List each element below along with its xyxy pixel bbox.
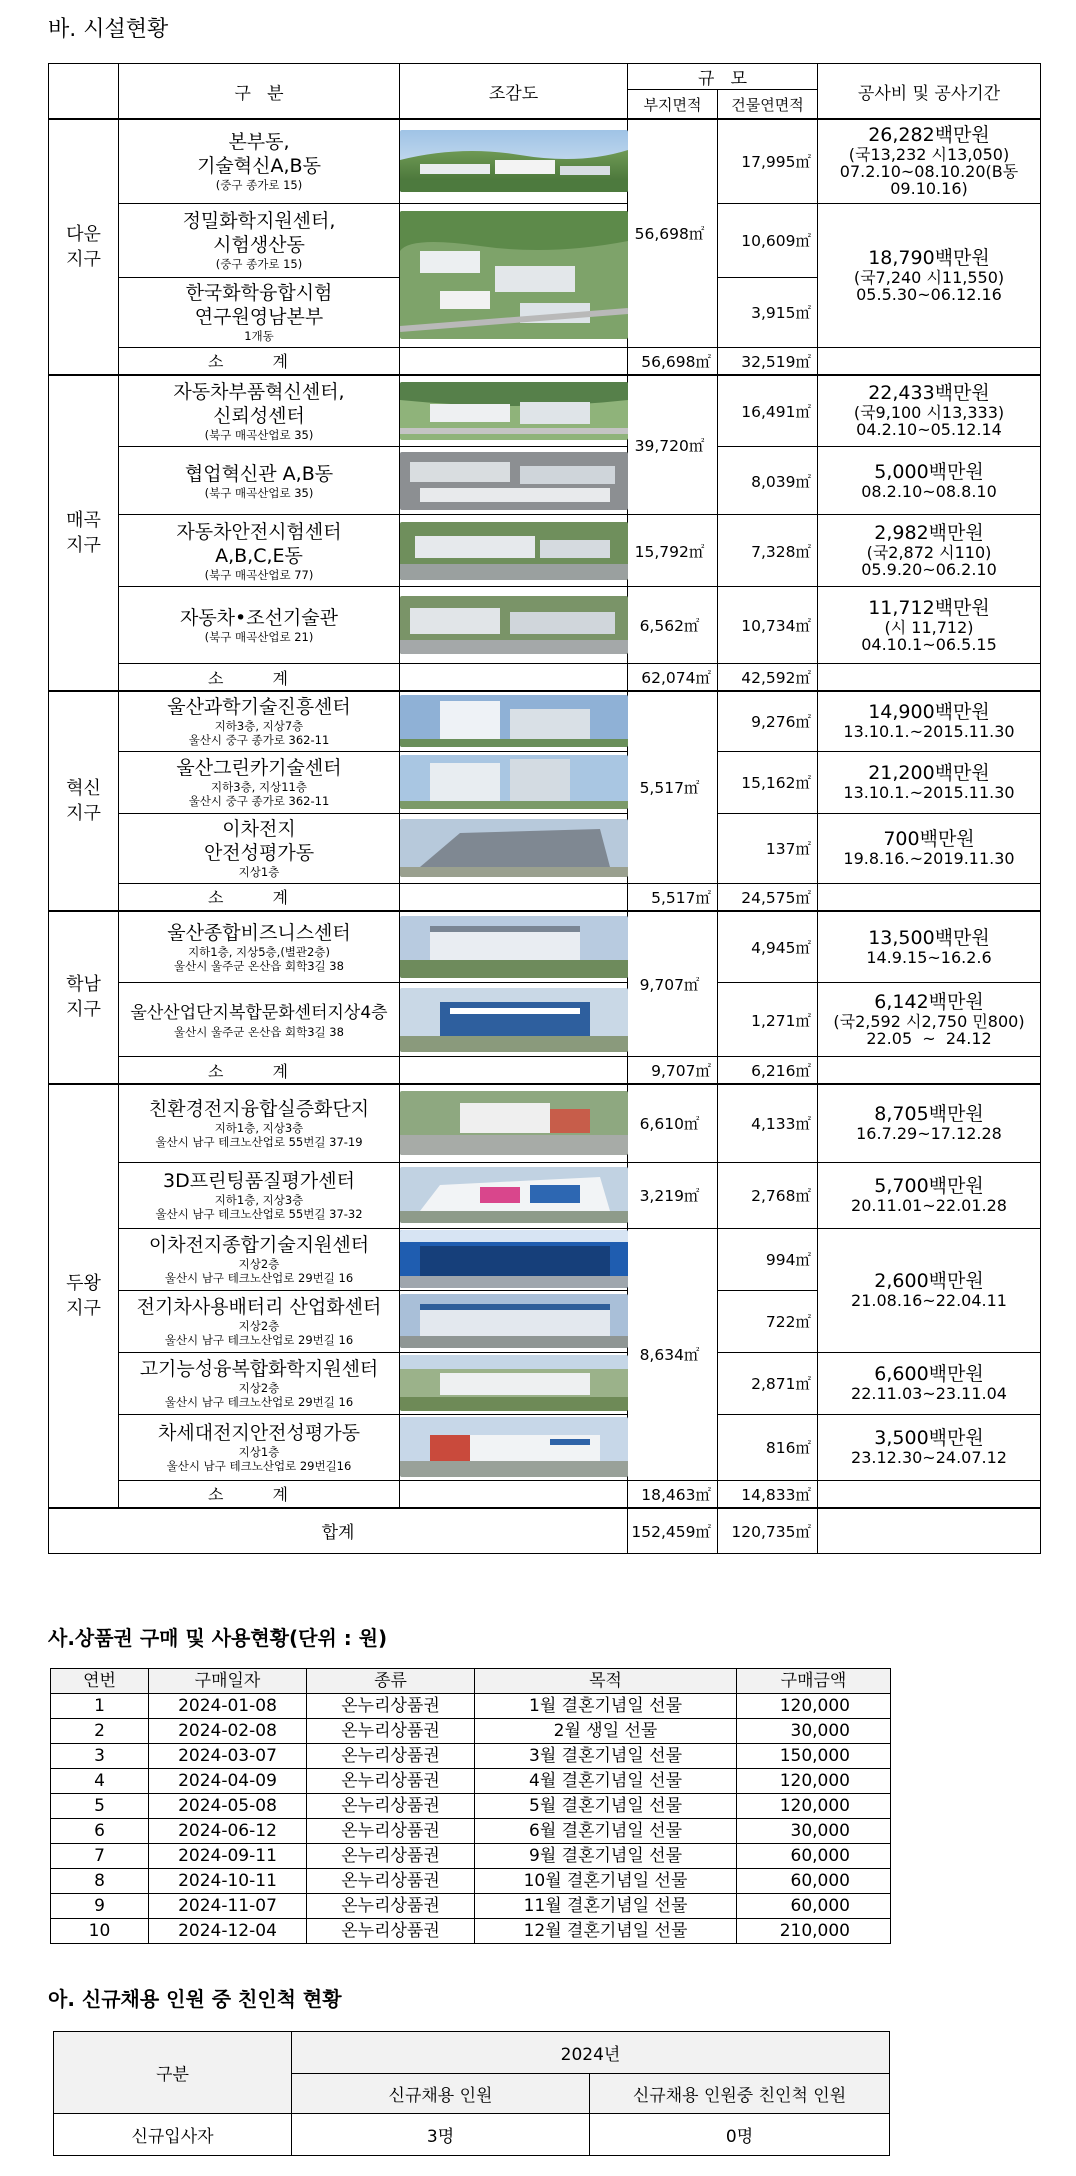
cost-period-cell (818, 691, 1041, 751)
facility-floors: 지하3층, 지상7층 (214, 719, 304, 734)
subtotal-blank (400, 1057, 628, 1085)
cost-period: 09.10.16) (890, 179, 968, 199)
table-cell: 150,000 (737, 1744, 891, 1769)
subtotal-blank (818, 1057, 1041, 1085)
table-cell: 온누리상품권 (307, 1894, 475, 1919)
cost-period-cell (818, 447, 1041, 515)
cost-breakdown: (국2,592 시2,750 민800) (833, 1012, 1025, 1031)
facility-name-cell (119, 1162, 400, 1228)
table-cell: 7 (51, 1844, 149, 1869)
hire-new-count: 3명 (292, 2114, 590, 2156)
facility-address: (북구 매곡산업로 77) (204, 567, 314, 582)
table-cell: 120,000 (737, 1794, 891, 1819)
facility-table (48, 63, 1041, 1554)
cost-period: 08.2.10~08.8.10 (861, 481, 997, 501)
facility-address: (북구 매곡산업로 35) (204, 427, 314, 442)
table-cell: 1월 결혼기념일 선물 (475, 1694, 737, 1719)
col-header: 구매일자 (149, 1669, 307, 1694)
facility-name: 자동차안전시험센터 A,B,C,E동 (176, 520, 342, 567)
cost-period: 21.08.16~22.04.11 (851, 1291, 1007, 1310)
facility-name-cell (119, 447, 400, 515)
table-cell: 30,000 (737, 1719, 891, 1744)
cost-amount: 700백만원 (883, 828, 975, 850)
building-area: 1,271㎡ (718, 983, 818, 1057)
aerial-view-cell (400, 587, 628, 664)
subtotal-building: 14,833㎡ (718, 1480, 818, 1508)
building-area: 10,609㎡ (718, 203, 818, 277)
subtotal-blank (818, 883, 1041, 911)
facility-address: 울산시 남구 테크노산업로 29번길16 (166, 1459, 352, 1473)
table-row (51, 1919, 891, 1944)
aerial-view-image (400, 596, 628, 654)
cost-breakdown: (국9,100 시13,333) (853, 403, 1005, 423)
facility-floors: 지하1층, 지상5층,(별관2층) (188, 944, 330, 959)
aerial-view-image (400, 1167, 628, 1223)
facility-floors: 지상2층 (238, 1319, 280, 1333)
cost-period: 07.2.10~08.10.20(B동 (839, 162, 1019, 182)
aerial-view-image (400, 1091, 628, 1155)
cost-amount: 3,500백만원 (874, 1427, 984, 1449)
table-cell: 10월 결혼기념일 선물 (475, 1869, 737, 1894)
subtotal-building: 32,519㎡ (718, 347, 818, 375)
table-cell: 11월 결혼기념일 선물 (475, 1894, 737, 1919)
table-cell: 120,000 (737, 1694, 891, 1719)
building-area: 7,328㎡ (718, 515, 818, 587)
table-cell: 온누리상품권 (307, 1769, 475, 1794)
aerial-view-cell (400, 1084, 628, 1162)
aerial-view-image (400, 1230, 628, 1288)
site-area-hangnam: 9,707㎡ (628, 911, 718, 1057)
table-cell: 210,000 (737, 1919, 891, 1944)
hire-row-label: 신규입사자 (54, 2114, 292, 2156)
table-cell: 60,000 (737, 1844, 891, 1869)
facility-name: 울산그린카기술센터 (176, 757, 342, 779)
col-header: 연번 (51, 1669, 149, 1694)
table-cell: 4 (51, 1769, 149, 1794)
building-area: 994㎡ (718, 1228, 818, 1290)
subtotal-building: 24,575㎡ (718, 883, 818, 911)
facility-address: 울산시 중구 종가로 362-11 (188, 794, 330, 808)
table-row (51, 1794, 891, 1819)
aerial-view-cell (400, 751, 628, 813)
aerial-view-image (400, 211, 628, 339)
facility-name: 차세대전지안전성평가동 (158, 1422, 360, 1444)
facility-name: 정밀화학지원센터, 시험생산동 (182, 210, 336, 256)
facility-address: (중구 종가로 15) (215, 257, 303, 271)
table-cell: 온누리상품권 (307, 1869, 475, 1894)
cost-amount: 21,200백만원 (868, 762, 990, 784)
table-cell: 5 (51, 1794, 149, 1819)
cost-period-cell (818, 911, 1041, 983)
building-area: 9,276㎡ (718, 691, 818, 751)
subtotal-blank (400, 347, 628, 375)
subtotal-site: 9,707㎡ (628, 1057, 718, 1085)
table-row (51, 1744, 891, 1769)
aerial-view-cell (400, 911, 628, 983)
building-area: 3,915㎡ (718, 277, 818, 347)
table-cell: 온누리상품권 (307, 1919, 475, 1944)
subtotal-building: 6,216㎡ (718, 1057, 818, 1085)
cost-amount: 2,600백만원 (874, 1270, 984, 1292)
cost-period-cell (818, 1162, 1041, 1228)
subtotal-blank (400, 664, 628, 692)
district-hangnam: 학남 지구 (49, 911, 119, 1085)
header-site-area: 부지면적 (628, 90, 718, 120)
gift-voucher-table (50, 1668, 891, 1944)
table-cell: 2024-05-08 (149, 1794, 307, 1819)
cost-period: 04.2.10~05.12.14 (856, 420, 1002, 440)
table-cell: 12월 결혼기념일 선물 (475, 1919, 737, 1944)
facility-name: 울산과학기술진흥센터 (167, 696, 351, 719)
facility-floors: 지하1층, 지상3층 (214, 1193, 304, 1207)
building-area: 2,768㎡ (718, 1162, 818, 1228)
aerial-view-image (400, 819, 628, 877)
site-area-duwang: 8,634㎡ (628, 1228, 718, 1480)
aerial-view-image (400, 1417, 628, 1477)
table-cell: 2024-01-08 (149, 1694, 307, 1719)
table-cell: 30,000 (737, 1819, 891, 1844)
header-view: 조감도 (400, 64, 628, 120)
table-cell: 3 (51, 1744, 149, 1769)
header-scale: 규 모 (628, 64, 818, 90)
aerial-view-cell (400, 447, 628, 515)
grand-total-blank (818, 1508, 1041, 1554)
facility-name-cell (119, 813, 400, 883)
cost-period: 05.5.30~06.12.16 (856, 284, 1002, 304)
cost-amount: 6,142백만원 (874, 991, 984, 1013)
cost-breakdown: (국7,240 시11,550) (853, 267, 1005, 287)
table-cell: 2024-11-07 (149, 1894, 307, 1919)
facility-name: 한국화학융합시험 연구원영남본부 (185, 282, 333, 328)
subtotal-blank (818, 1480, 1041, 1508)
building-area: 722㎡ (718, 1290, 818, 1352)
site-area-hyeoksin: 5,517㎡ (628, 691, 718, 883)
building-area: 816㎡ (718, 1414, 818, 1480)
facility-address: (북구 매곡산업로 21) (204, 630, 314, 644)
cost-period: 22.11.03~23.11.04 (851, 1384, 1007, 1403)
facility-address: 울산시 남구 테크노산업로 55번길 37-32 (155, 1207, 363, 1221)
cost-period: 22.05 ~ 24.12 (866, 1029, 992, 1048)
facility-name-cell (119, 587, 400, 664)
table-cell: 120,000 (737, 1769, 891, 1794)
aerial-view-image (400, 695, 628, 747)
facility-name: 전기차사용배터리 산업화센터 (136, 1296, 382, 1318)
facility-address: 울산시 남구 테크노산업로 29번길 16 (164, 1395, 354, 1409)
table-cell: 4월 결혼기념일 선물 (475, 1769, 737, 1794)
new-hire-table (53, 2031, 890, 2156)
facility-floors: 지하1층, 지상3층 (214, 1121, 304, 1136)
table-cell: 온누리상품권 (307, 1844, 475, 1869)
facility-name-cell (119, 1228, 400, 1290)
aerial-view-cell (400, 203, 628, 347)
district-maegok: 매곡 지구 (49, 375, 119, 692)
subtotal-blank (400, 883, 628, 911)
facility-name: 3D프린팅품질평가센터 (163, 1170, 355, 1192)
subtotal-label: 소 계 (119, 1480, 400, 1508)
col-header: 구매금액 (737, 1669, 891, 1694)
table-row (51, 1894, 891, 1919)
facility-address: 울산시 울주군 온산읍 회학3길 38 (174, 958, 344, 973)
cost-period: 14.9.15~16.2.6 (866, 947, 992, 967)
aerial-view-cell (400, 1162, 628, 1228)
subtotal-site: 62,074㎡ (628, 664, 718, 692)
cost-period-cell (818, 983, 1041, 1057)
table-cell: 2 (51, 1719, 149, 1744)
cost-amount: 14,900백만원 (868, 701, 990, 724)
table-row (51, 1769, 891, 1794)
header-building-area: 건물연면적 (718, 90, 818, 120)
facility-name: 본부동, 기술혁신A,B동 (197, 131, 321, 178)
cost-amount: 5,000백만원 (874, 460, 984, 483)
cost-period: 20.11.01~22.01.28 (851, 1196, 1007, 1215)
aerial-view-cell (400, 119, 628, 203)
table-header-row (51, 1669, 891, 1694)
hire-col-new: 신규채용 인원 (292, 2074, 590, 2114)
facility-address: (북구 매곡산업로 35) (204, 485, 314, 500)
cost-period-cell (818, 751, 1041, 813)
cost-period-cell (818, 587, 1041, 664)
aerial-view-image (400, 1355, 628, 1411)
cost-breakdown: (국2,872 시110) (866, 543, 992, 562)
cost-breakdown: (국13,232 시13,050) (848, 145, 1010, 165)
facility-name: 이차전지종합기술지원센터 (148, 1234, 370, 1256)
building-area: 137㎡ (718, 813, 818, 883)
facility-name-cell (119, 1084, 400, 1162)
site-area-maegok: 39,720㎡ (628, 375, 718, 515)
facility-name-cell (119, 691, 400, 751)
hire-col-relatives: 신규채용 인원중 친인척 인원 (590, 2074, 890, 2114)
cost-period-cell (818, 1352, 1041, 1414)
table-cell: 8 (51, 1869, 149, 1894)
table-cell: 60,000 (737, 1869, 891, 1894)
aerial-view-image (400, 452, 628, 510)
table-cell: 2024-09-11 (149, 1844, 307, 1869)
table-row (51, 1719, 891, 1744)
aerial-view-image (400, 916, 628, 978)
facility-name: 이차전지 안전성평가동 (203, 818, 315, 864)
facility-floors: 지하3층, 지상11층 (211, 780, 307, 794)
header-blank (49, 64, 119, 120)
building-area: 10,734㎡ (718, 587, 818, 664)
subtotal-label: 소 계 (119, 664, 400, 692)
site-area-daun: 56,698㎡ (628, 119, 718, 347)
cost-period: 04.10.1~06.5.15 (861, 634, 997, 654)
table-row (51, 1819, 891, 1844)
cost-amount: 13,500백만원 (868, 926, 990, 949)
table-cell: 2024-02-08 (149, 1719, 307, 1744)
facility-address: 울산시 남구 테크노산업로 29번길 16 (164, 1271, 354, 1285)
cost-amount: 26,282백만원 (868, 124, 990, 147)
table-row (51, 1844, 891, 1869)
table-cell: 온누리상품권 (307, 1819, 475, 1844)
table-row (51, 1694, 891, 1719)
cost-amount: 2,982백만원 (874, 522, 984, 544)
building-area: 4,945㎡ (718, 911, 818, 983)
subtotal-blank (818, 664, 1041, 692)
facility-name: 고기능성융복합화학지원센터 (139, 1358, 379, 1380)
header-gubun: 구 분 (119, 64, 400, 120)
aerial-view-image (400, 755, 628, 809)
cost-period: 19.8.16.~2019.11.30 (843, 849, 1015, 868)
subtotal-label: 소 계 (119, 883, 400, 911)
cost-period-cell (818, 375, 1041, 447)
subtotal-blank (400, 1480, 628, 1508)
aerial-view-cell (400, 691, 628, 751)
building-area: 17,995㎡ (718, 119, 818, 203)
site-area: 6,562㎡ (628, 587, 718, 664)
table-cell: 6월 결혼기념일 선물 (475, 1819, 737, 1844)
facility-name-cell (119, 1352, 400, 1414)
facility-name-cell (119, 983, 400, 1057)
aerial-view-image (400, 522, 628, 580)
site-area: 3,219㎡ (628, 1162, 718, 1228)
section-a-title: 아. 신규채용 인원 중 친인척 현황 (48, 1987, 342, 2011)
cost-period-cell (818, 119, 1041, 203)
hire-gubun: 구분 (54, 2032, 292, 2114)
grand-total-building: 120,735㎡ (718, 1508, 818, 1554)
table-cell: 10 (51, 1919, 149, 1944)
cost-amount: 11,712백만원 (868, 596, 990, 619)
cost-period-cell (818, 1228, 1041, 1352)
building-area: 8,039㎡ (718, 447, 818, 515)
table-cell: 2024-10-11 (149, 1869, 307, 1894)
facility-floors: 지상1층 (238, 865, 280, 879)
cost-period: 13.10.1.~2015.11.30 (843, 783, 1015, 802)
aerial-view-image (400, 1294, 628, 1348)
aerial-view-cell (400, 375, 628, 447)
cost-period-cell (818, 515, 1041, 587)
subtotal-site: 5,517㎡ (628, 883, 718, 911)
section-ba-title: 바. 시설현황 (48, 17, 169, 42)
cost-period: 13.10.1.~2015.11.30 (843, 722, 1015, 742)
facility-address: 울산시 남구 테크노산업로 55번길 37-19 (155, 1135, 363, 1150)
subtotal-site: 56,698㎡ (628, 347, 718, 375)
building-area: 16,491㎡ (718, 375, 818, 447)
district-daun: 다운 지구 (49, 119, 119, 375)
table-cell: 2024-03-07 (149, 1744, 307, 1769)
table-cell: 온누리상품권 (307, 1744, 475, 1769)
cost-breakdown: (시 11,712) (884, 617, 974, 637)
facility-floors: 지상1층 (238, 1445, 280, 1459)
facility-floors: 1개동 (244, 329, 274, 343)
facility-floors: 지상2층 (238, 1381, 280, 1395)
cost-period: 23.12.30~24.07.12 (851, 1448, 1007, 1467)
subtotal-site: 18,463㎡ (628, 1480, 718, 1508)
subtotal-label: 소 계 (119, 347, 400, 375)
aerial-view-image (400, 130, 628, 192)
cost-period-cell (818, 813, 1041, 883)
table-cell: 2024-06-12 (149, 1819, 307, 1844)
table-cell: 5월 결혼기념일 선물 (475, 1794, 737, 1819)
facility-name-cell (119, 911, 400, 983)
facility-name-cell (119, 1414, 400, 1480)
table-cell: 6 (51, 1819, 149, 1844)
facility-name: 울산산업단지복합문화센터지상4층 (130, 1002, 388, 1023)
site-area: 15,792㎡ (628, 515, 718, 587)
facility-name: 친환경전지융합실증화단지 (148, 1098, 370, 1121)
cost-period-cell (818, 1414, 1041, 1480)
subtotal-blank (818, 347, 1041, 375)
facility-name-cell (119, 375, 400, 447)
hire-relatives-count: 0명 (590, 2114, 890, 2156)
grand-total-site: 152,459㎡ (628, 1508, 718, 1554)
facility-address: 울산시 중구 종가로 362-11 (188, 733, 330, 748)
aerial-view-cell (400, 813, 628, 883)
aerial-view-image (400, 382, 628, 440)
building-area: 15,162㎡ (718, 751, 818, 813)
facility-name-cell (119, 751, 400, 813)
header-cost-period: 공사비 및 공사기간 (818, 64, 1041, 120)
grand-total-label: 합계 (49, 1508, 628, 1554)
facility-name: 울산종합비즈니스센터 (167, 921, 351, 944)
facility-address: 울산시 남구 테크노산업로 29번길 16 (164, 1333, 354, 1347)
table-cell: 1 (51, 1694, 149, 1719)
aerial-view-cell (400, 983, 628, 1057)
site-area: 6,610㎡ (628, 1084, 718, 1162)
facility-name: 협업혁신관 A,B동 (184, 462, 334, 485)
facility-name: 자동차•조선기술관 (179, 607, 339, 629)
facility-name: 자동차부품혁신센터, 신뢰성센터 (173, 380, 345, 427)
aerial-view-cell (400, 1414, 628, 1480)
cost-period: 05.9.20~06.2.10 (861, 560, 997, 579)
table-cell: 2월 생일 선물 (475, 1719, 737, 1744)
facility-name-cell (119, 515, 400, 587)
hire-year: 2024년 (292, 2032, 890, 2074)
aerial-view-cell (400, 1352, 628, 1414)
facility-name-cell (119, 203, 400, 277)
facility-name-cell (119, 1290, 400, 1352)
table-cell: 2024-12-04 (149, 1919, 307, 1944)
table-cell: 60,000 (737, 1894, 891, 1919)
aerial-view-cell (400, 1290, 628, 1352)
aerial-view-image (400, 988, 628, 1052)
cost-amount: 18,790백만원 (868, 246, 990, 269)
table-cell: 온누리상품권 (307, 1794, 475, 1819)
table-row (51, 1869, 891, 1894)
aerial-view-cell (400, 515, 628, 587)
facility-name-cell (119, 119, 400, 203)
table-cell: 3월 결혼기념일 선물 (475, 1744, 737, 1769)
col-header: 목적 (475, 1669, 737, 1694)
district-hyeoksin: 혁신 지구 (49, 691, 119, 911)
cost-amount: 22,433백만원 (868, 382, 990, 405)
building-area: 4,133㎡ (718, 1084, 818, 1162)
cost-amount: 8,705백만원 (874, 1103, 984, 1126)
facility-address: 울산시 울주군 온산읍 회학3길 38 (174, 1024, 344, 1039)
table-cell: 9월 결혼기념일 선물 (475, 1844, 737, 1869)
col-header: 종류 (307, 1669, 475, 1694)
building-area: 2,871㎡ (718, 1352, 818, 1414)
cost-period-cell (818, 1084, 1041, 1162)
aerial-view-cell (400, 1228, 628, 1290)
table-cell: 온누리상품권 (307, 1719, 475, 1744)
cost-amount: 5,700백만원 (874, 1175, 984, 1197)
cost-period: 16.7.29~17.12.28 (856, 1124, 1002, 1144)
subtotal-building: 42,592㎡ (718, 664, 818, 692)
table-cell: 2024-04-09 (149, 1769, 307, 1794)
facility-address: (중구 종가로 15) (215, 178, 303, 193)
cost-period-cell (818, 203, 1041, 347)
table-cell: 9 (51, 1894, 149, 1919)
section-sa-title: 사.상품권 구매 및 사용현황(단위 : 원) (48, 1626, 388, 1650)
facility-name-cell (119, 277, 400, 347)
subtotal-label: 소 계 (119, 1057, 400, 1085)
cost-amount: 6,600백만원 (874, 1363, 984, 1385)
district-duwang: 두왕 지구 (49, 1084, 119, 1508)
table-cell: 온누리상품권 (307, 1694, 475, 1719)
facility-floors: 지상2층 (238, 1257, 280, 1271)
